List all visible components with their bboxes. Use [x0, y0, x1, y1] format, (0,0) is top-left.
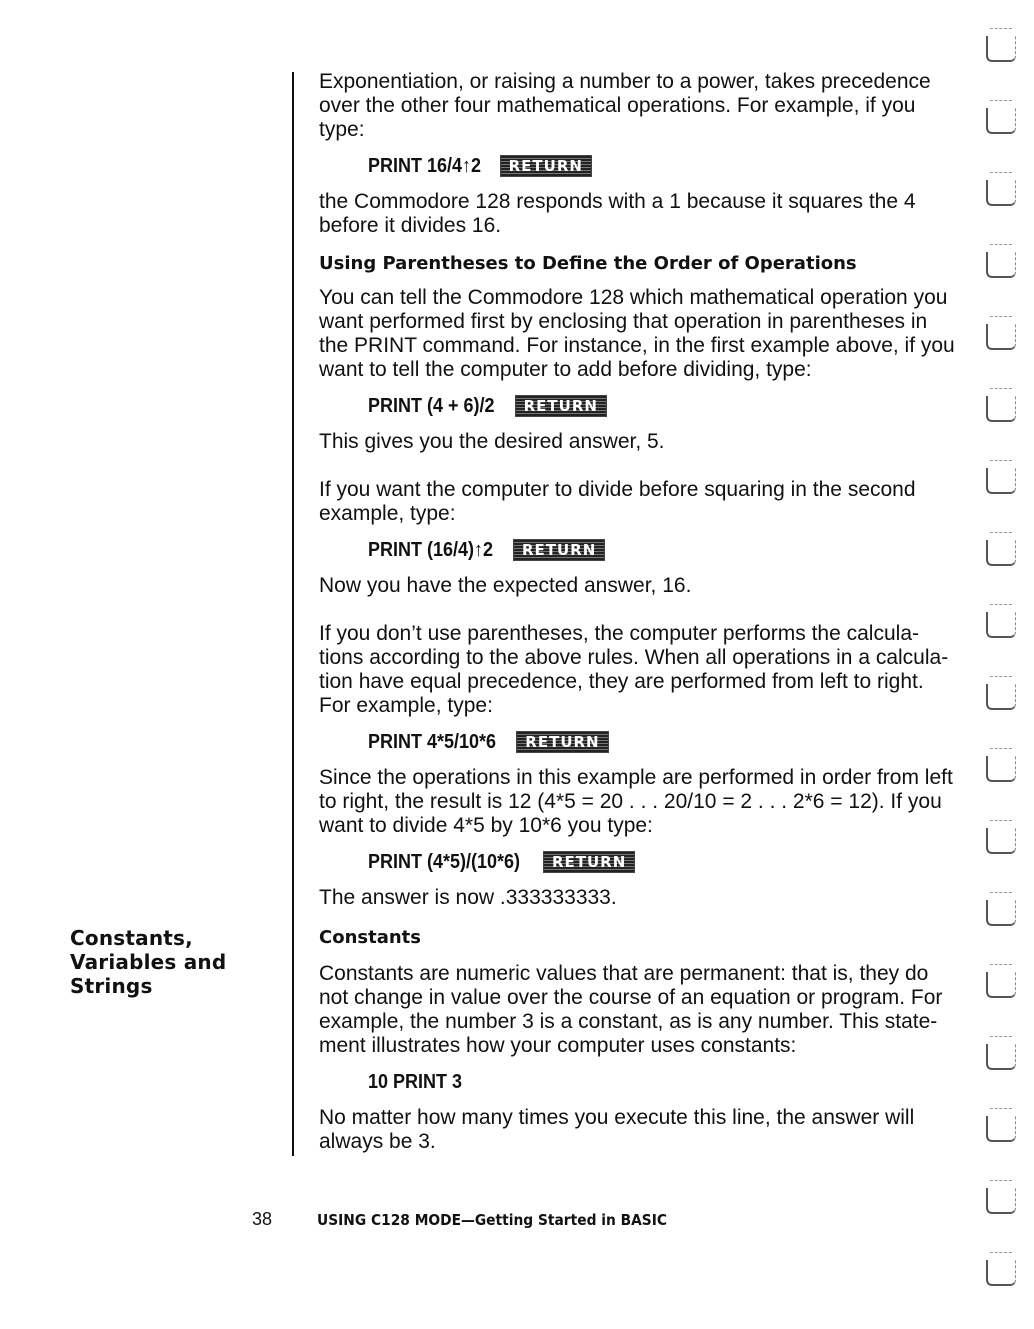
- binding-hole: [986, 540, 1016, 566]
- running-footer-title: USING C128 MODE—Getting Started in BASIC: [317, 1211, 668, 1229]
- binding-hole: [986, 756, 1016, 782]
- return-key: RETURN: [543, 851, 635, 873]
- parens-paragraph-3: If you want the computer to divide before squaring in the second example, type:: [319, 478, 916, 525]
- binding-hole: [986, 324, 1016, 350]
- code-example-1: [368, 154, 969, 178]
- section-heading-constants: Constants: [319, 927, 421, 948]
- binding-hole: [986, 36, 1016, 62]
- binding-hole: [986, 108, 1016, 134]
- constants-paragraph-2: No matter how many times you execute this line, the answer will always be 3.: [319, 1106, 915, 1153]
- parens-paragraph-5: If you don’t use parentheses, the computer performs the calcula- tions according to the above rules. When all operations in a calcula- tion have equal precedence, they are performed from left to right. For example, type:: [319, 622, 949, 717]
- intro-after-paragraph: the Commodore 128 responds with a 1 because it squares the 4 before it divides 16.: [319, 190, 916, 237]
- main-column: [319, 70, 969, 1154]
- side-heading-line-1: Constants,: [70, 926, 193, 950]
- binding-hole: [986, 684, 1016, 710]
- parens-paragraph-7: The answer is now .333333333.: [319, 886, 617, 909]
- side-heading-line-2: Variables and: [70, 950, 227, 974]
- page-footer: [252, 1208, 697, 1231]
- binding-hole: [986, 468, 1016, 494]
- binding-hole: [986, 1116, 1016, 1142]
- binding-hole: [986, 180, 1016, 206]
- return-key: RETURN: [516, 731, 608, 753]
- constants-paragraph-1: Constants are numeric values that are permanent: that is, they do not change in value over the course of an equation or program. For example, the number 3 is a constant, as is any number. This state- ment illustrates how your computer uses constants:: [319, 962, 943, 1057]
- binding-hole: [986, 972, 1016, 998]
- code-text: PRINT (4 + 6)/2: [368, 395, 495, 417]
- parens-paragraph-1: You can tell the Commodore 128 which mathematical operation you want performed first by enclosing that operation in parentheses in the PRINT command. For instance, in the first example above, if you want to tell the computer to add before dividing, type:: [319, 286, 955, 381]
- code-example-4: [368, 730, 969, 754]
- binding-hole: [986, 828, 1016, 854]
- parens-paragraph-4: Now you have the expected answer, 16.: [319, 574, 692, 597]
- section-heading-parentheses: Using Parentheses to Define the Order of Operations: [319, 253, 857, 274]
- side-heading-line-3: Strings: [70, 974, 153, 998]
- code-text: PRINT (16/4)↑2: [368, 539, 494, 561]
- code-example-3: [368, 538, 969, 562]
- code-example-5: [368, 850, 969, 874]
- binding-hole: [986, 1044, 1016, 1070]
- binding-hole: [986, 396, 1016, 422]
- binding-hole: [986, 612, 1016, 638]
- column-rule: [292, 72, 294, 1156]
- intro-paragraph: Exponentiation, or raising a number to a power, takes precedence over the other four mathematical operations. For example, if you type:: [319, 70, 931, 141]
- code-text: PRINT 16/4↑2: [368, 155, 482, 177]
- code-text: PRINT (4*5)/(10*6): [368, 851, 521, 873]
- binding-hole: [986, 252, 1016, 278]
- return-key: RETURN: [500, 155, 592, 177]
- return-key: RETURN: [513, 539, 605, 561]
- code-text: PRINT 4*5/10*6: [368, 731, 497, 753]
- return-key: RETURN: [515, 395, 607, 417]
- page-number: 38: [252, 1209, 273, 1229]
- binding-hole: [986, 1188, 1016, 1214]
- parens-paragraph-6: Since the operations in this example are performed in order from left to right, the result is 12 (4*5 = 20 . . . 20/10 = 2 . . . 2*6 = 12). If you want to divide 4*5 by 10*6 you type:: [319, 766, 953, 837]
- code-example-2: [368, 394, 969, 418]
- code-example-6: [368, 1070, 969, 1094]
- code-text: 10 PRINT 3: [368, 1071, 463, 1093]
- side-heading: [70, 926, 270, 998]
- binding-hole: [986, 900, 1016, 926]
- binding-hole: [986, 1260, 1016, 1286]
- parens-paragraph-2: This gives you the desired answer, 5.: [319, 430, 665, 453]
